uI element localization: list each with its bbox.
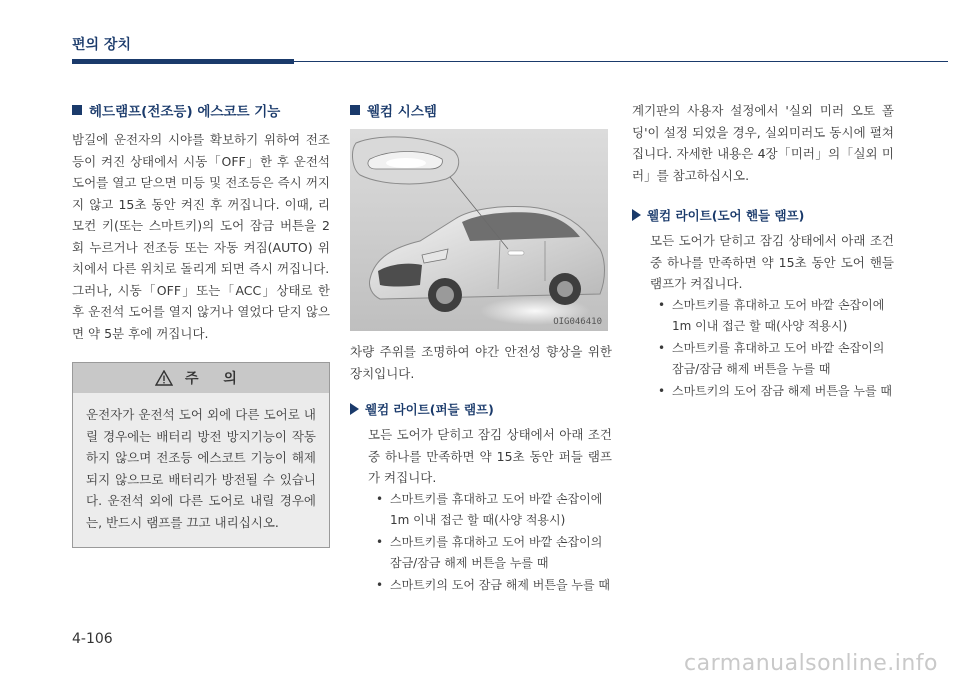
header-rule-thick (72, 59, 294, 64)
section-heading-text: 웰컴 시스템 (367, 104, 437, 120)
door-handle-lamp-conditions (632, 295, 894, 403)
section-heading-escort (72, 100, 330, 120)
caution-box (72, 362, 330, 548)
list-item: • 스마트키의 도어 잠금 해제 버튼을 누를 때 (650, 381, 894, 403)
column-middle (350, 100, 612, 596)
column-left (72, 100, 330, 548)
column-right (632, 100, 894, 402)
mirror-folding-note: 계기판의 사용자 설정에서 '실외 미러 오토 폴딩'이 설정 되었을 경우, 실외미러도 동시에 펼쳐집니다. 자세한 내용은 4장「미러」의「실외 미러」를 참고하십시오. (632, 103, 894, 183)
square-bullet-icon (350, 105, 360, 115)
triangle-bullet-icon (350, 403, 359, 415)
list-item: • 스마트키를 휴대하고 도어 바깥 손잡이의 잠금/잠금 해제 버튼을 누를 때 (650, 338, 894, 381)
list-item: • 스마트키를 휴대하고 도어 바깥 손잡이에 1m 이내 접근 할 때(사양 적용시) (650, 295, 894, 338)
triangle-bullet-icon (632, 209, 641, 221)
page-number: 4-106 (72, 631, 113, 647)
puddle-lamp-conditions (350, 489, 612, 597)
image-reference-code: OIG046410 (553, 317, 602, 327)
watermark: carmanualsonline.info (684, 651, 938, 676)
welcome-intro: 차량 주위를 조명하여 야간 안전성 향상을 위한 장치입니다. (350, 344, 612, 381)
warning-triangle-icon (155, 370, 173, 386)
list-item: • 스마트키를 휴대하고 도어 바깥 손잡이에 1m 이내 접근 할 때(사양 적용시) (368, 489, 612, 532)
section-heading-welcome (350, 100, 612, 120)
caution-text: 운전자가 운전석 도어 외에 다른 도어로 내릴 경우에는 배터리 방전 방지기능이 작동하지 않으며 전조등 에스코트 기능이 해제되지 않으므로 배터리가 방전될 수 있습니다. 운전석 외에 다른 도어로 내릴 경우에는, 반드시 램프를 끄고 내리십시오. (86, 407, 316, 530)
subheading-puddle-lamp (350, 400, 612, 418)
square-bullet-icon (72, 105, 82, 115)
caution-header (73, 363, 329, 393)
puddle-lamp-paragraph: 모든 도어가 닫히고 잠김 상태에서 아래 조건 중 하나를 만족하면 약 15초 동안 퍼들 램프가 켜집니다. (368, 427, 612, 485)
door-handle-lamp-paragraph: 모든 도어가 닫히고 잠김 상태에서 아래 조건 중 하나를 만족하면 약 15초 동안 도어 핸들 램프가 켜집니다. (650, 233, 894, 291)
list-item: • 스마트키의 도어 잠금 해제 버튼을 누를 때 (368, 575, 612, 597)
section-heading-text: 헤드램프(전조등) 에스코트 기능 (89, 104, 281, 120)
section-header-title: 편의 장치 (72, 37, 131, 53)
caution-title: 주 의 (185, 371, 247, 387)
escort-paragraph-1: 밤길에 운전자의 시야를 확보하기 위하여 전조등이 켜진 상태에서 시동「OFF」한 후 운전석 도어를 열고 닫으면 미등 및 전조등은 즉시 꺼지지 않고 15초 동안 켜진 후 꺼집니다. 이때, 리모컨 키(또는 스마트키)의 도어 잠금 버튼을 2회 누르거나 전조등 또는 자동 켜짐(AUTO) 위치에서 다른 위치로 돌리게 되면 즉시 꺼집니다. (72, 132, 330, 276)
list-item: • 스마트키를 휴대하고 도어 바깥 손잡이의 잠금/잠금 해제 버튼을 누를 때 (368, 532, 612, 575)
car-illustration (350, 129, 608, 331)
car-puddle-lamp-illustration (350, 129, 608, 331)
subheading-door-handle-lamp (632, 206, 894, 224)
subheading-text: 웰컴 라이트(도어 핸들 램프) (647, 208, 805, 223)
escort-paragraph-2: 그러나, 시동「OFF」또는「ACC」상태로 한 후 운전석 도어를 열지 않거나 열었다 닫지 않으면 약 5분 후에 꺼집니다. (72, 282, 330, 341)
subheading-text: 웰컴 라이트(퍼들 램프) (365, 402, 494, 417)
header-rule-thin (294, 61, 948, 62)
